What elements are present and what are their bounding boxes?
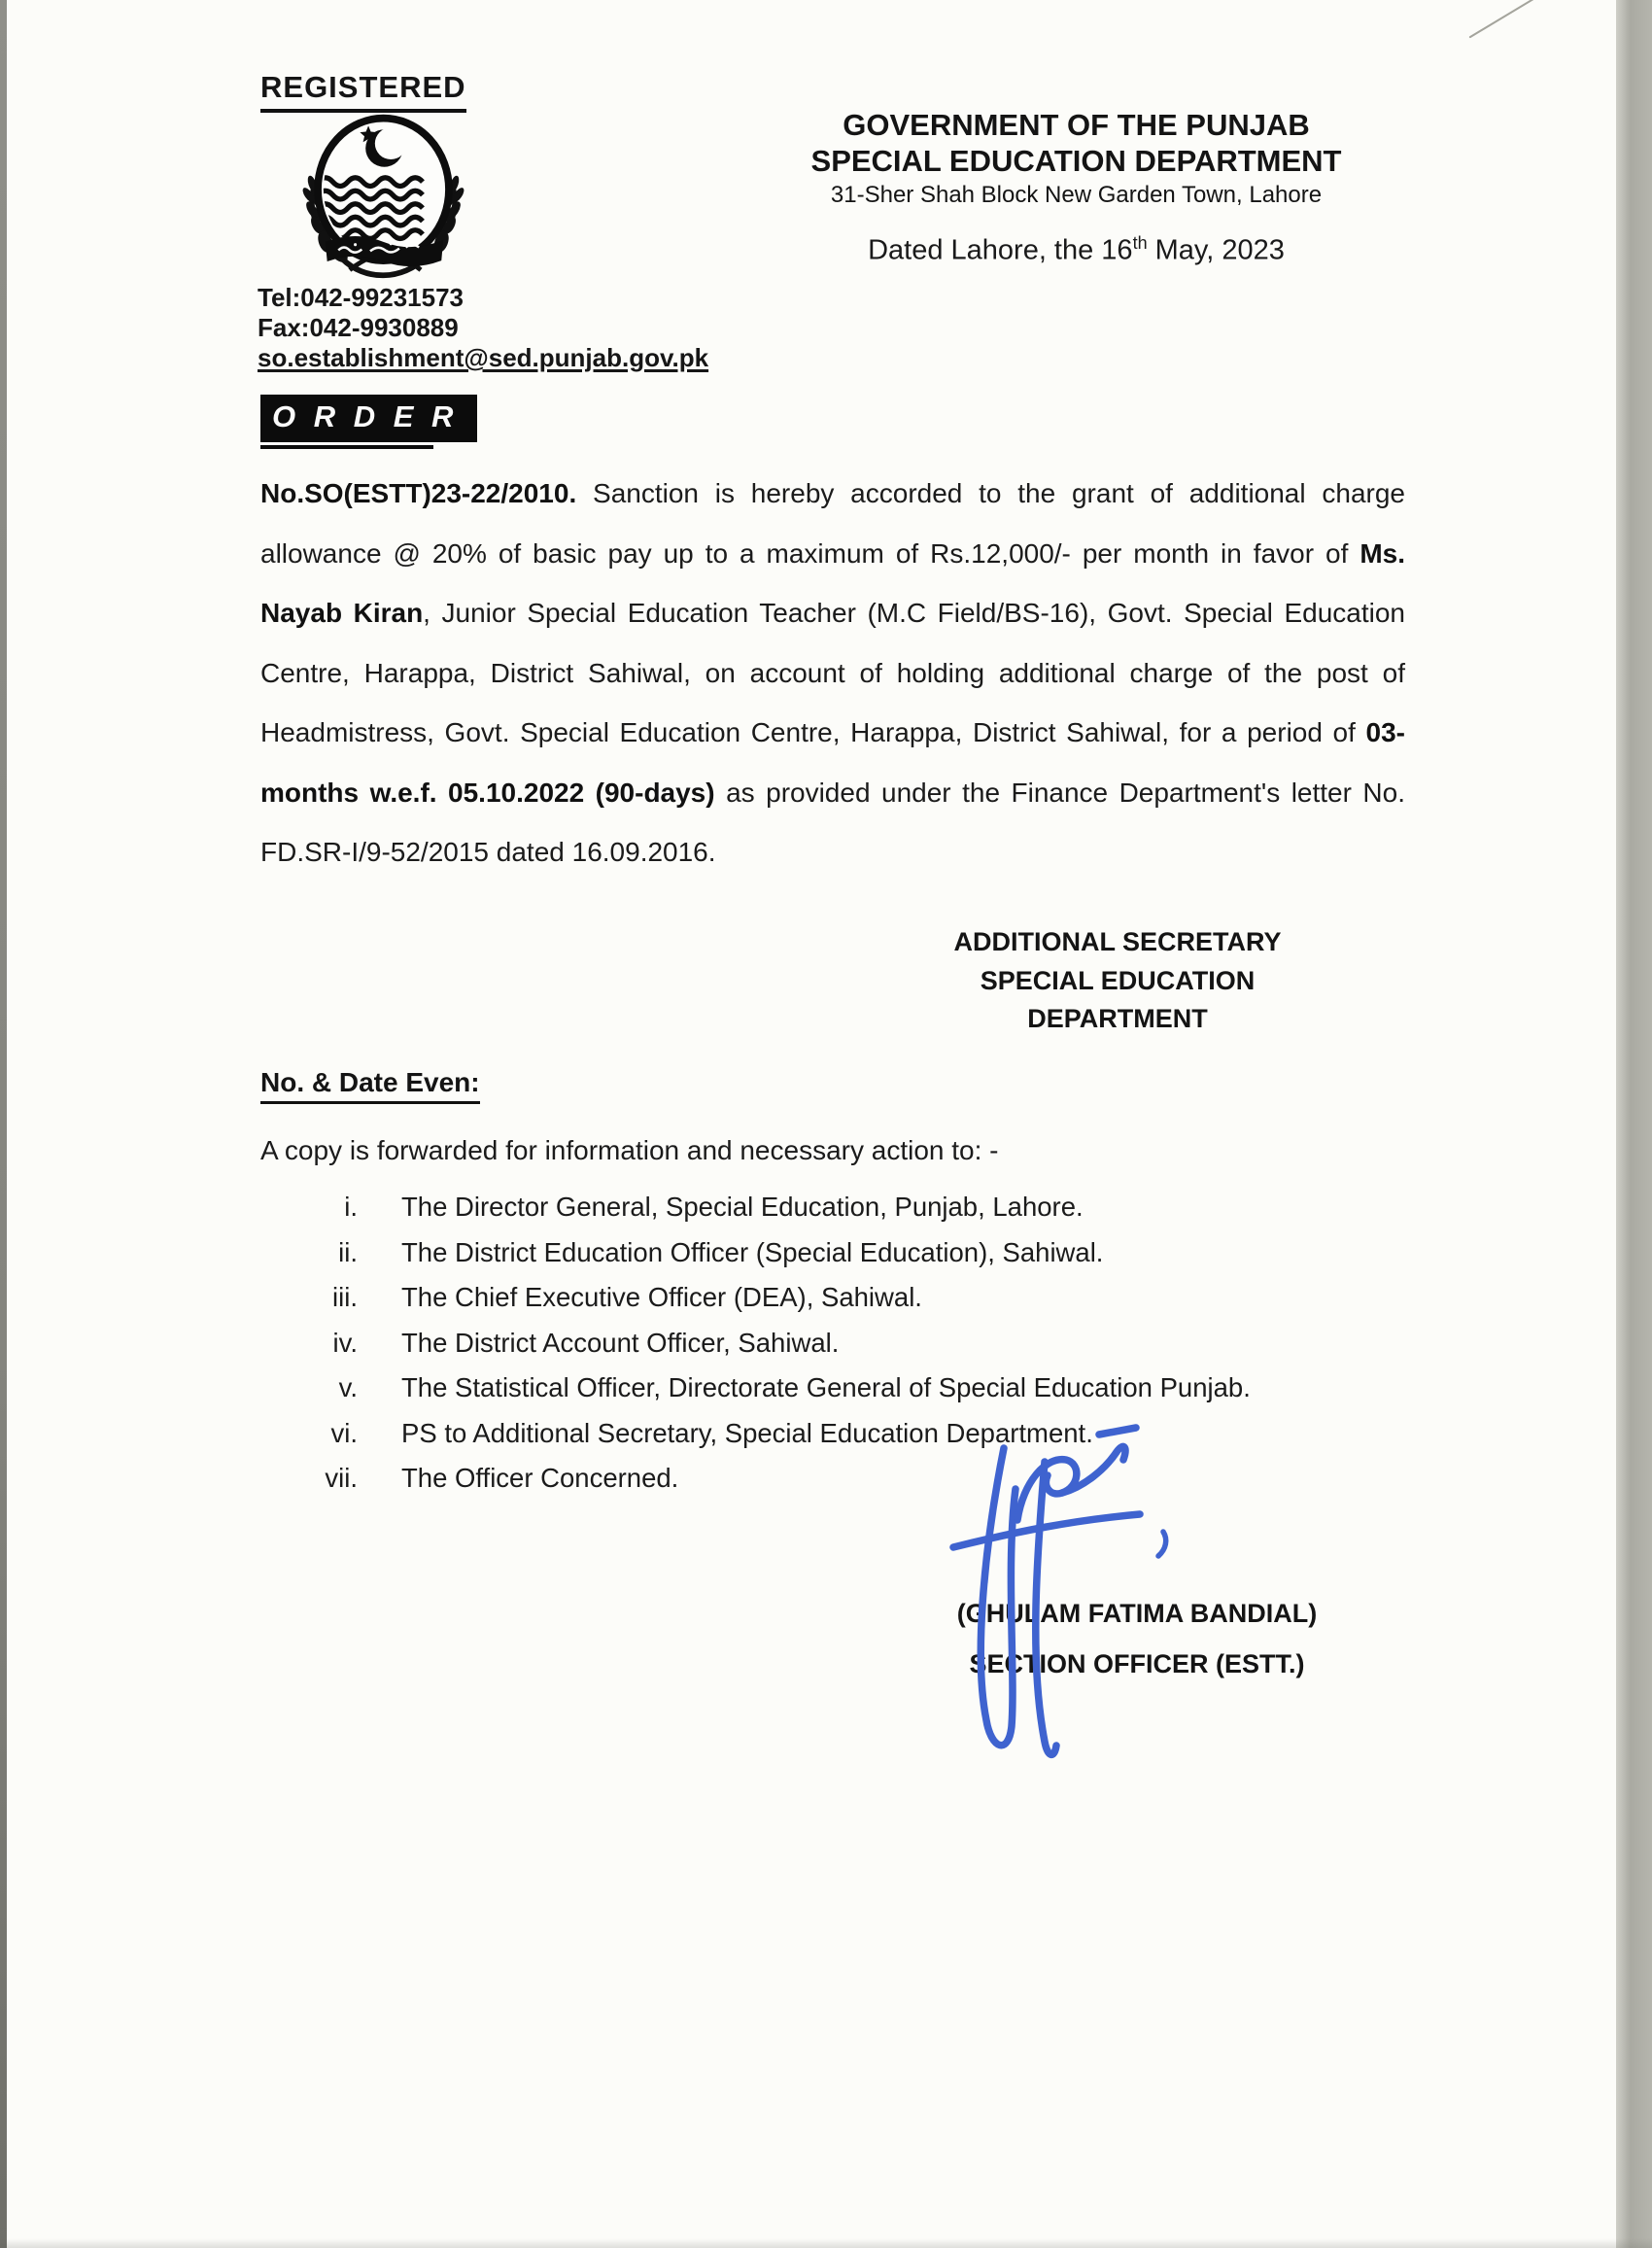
list-numeral: v. bbox=[338, 1372, 358, 1402]
list-text: The Officer Concerned. bbox=[401, 1463, 679, 1493]
issuing-authority-block bbox=[913, 923, 1322, 1039]
list-text: The Chief Executive Officer (DEA), Sahiwal. bbox=[401, 1282, 922, 1312]
fax-number: Fax:042-9930889 bbox=[258, 313, 459, 342]
list-item bbox=[260, 1192, 1251, 1237]
body-text-2: , Junior Special Education Teacher (M.C Field/BS-16), Govt. Special Education Centre, Harappa, District Sahiwal, on account of holding additional charge of the post of Headmistress, Govt. Special Education Centre, Harappa, District Sahiwal, for a period of bbox=[260, 598, 1405, 747]
list-item bbox=[260, 1282, 1251, 1328]
authority-line-3: DEPARTMENT bbox=[1027, 1004, 1208, 1033]
authority-line-1: ADDITIONAL SECRETARY bbox=[953, 927, 1282, 956]
telephone-number: Tel:042-99231573 bbox=[258, 283, 465, 312]
department-address: 31-Sher Shah Block New Garden Town, Lahore bbox=[830, 182, 1323, 208]
government-title: GOVERNMENT OF THE PUNJAB bbox=[843, 108, 1310, 142]
registered-label: REGISTERED bbox=[260, 70, 466, 113]
punjab-government-emblem-icon bbox=[284, 109, 483, 294]
email-address: so.establishment@sed.punjab.gov.pk bbox=[258, 343, 709, 372]
department-title: SPECIAL EDUCATION DEPARTMENT bbox=[810, 144, 1342, 178]
authority-line-2: SPECIAL EDUCATION bbox=[980, 965, 1256, 995]
handwritten-signature-icon bbox=[909, 1419, 1229, 1783]
list-item bbox=[260, 1237, 1251, 1283]
number-date-even-heading: No. & Date Even: bbox=[260, 1067, 480, 1104]
body-text-1: Sanction is hereby accorded to the grant of additional charge allowance @ 20% of basic pay up to a maximum of Rs.12,000/- per month in favor of bbox=[260, 478, 1405, 569]
letterhead bbox=[802, 107, 1351, 212]
scan-scratch-mark bbox=[1468, 0, 1539, 38]
list-numeral: iv. bbox=[332, 1327, 358, 1358]
date-text: Dated Lahore, the 16 bbox=[868, 234, 1133, 266]
scan-right-edge bbox=[1616, 0, 1652, 2248]
copy-forwarded-intro: A copy is forwarded for information and necessary action to: - bbox=[260, 1135, 999, 1165]
order-body-paragraph bbox=[260, 464, 1405, 882]
list-text: The District Education Officer (Special Education), Sahiwal. bbox=[401, 1236, 1104, 1267]
list-text: PS to Additional Secretary, Special Education Department. bbox=[401, 1417, 1093, 1448]
list-text: The District Account Officer, Sahiwal. bbox=[401, 1327, 840, 1358]
reference-number: No.SO(ESTT)23-22/2010. bbox=[260, 478, 577, 508]
signatory-title: SECTION OFFICER (ESTT.) bbox=[969, 1649, 1305, 1678]
list-numeral: ii. bbox=[338, 1236, 358, 1267]
list-numeral: vi. bbox=[330, 1417, 358, 1448]
date-ordinal-suffix: th bbox=[1132, 233, 1148, 253]
body-text-3: as provided under the Finance Department's letter No. FD.SR-I/9-52/2015 dated 16.09.2016. bbox=[260, 777, 1405, 867]
date-line bbox=[802, 233, 1351, 267]
signatory-name: (GHULAM FATIMA BANDIAL) bbox=[956, 1599, 1318, 1628]
officer-name: Ms. Nayab Kiran bbox=[260, 537, 1405, 628]
order-heading: O R D E R bbox=[260, 395, 477, 442]
scan-bottom-shadow bbox=[0, 2238, 1652, 2248]
order-heading-wrap bbox=[260, 395, 477, 449]
date-month-year: May, 2023 bbox=[1147, 234, 1285, 266]
list-item bbox=[260, 1372, 1251, 1418]
list-numeral: i. bbox=[344, 1192, 358, 1222]
list-item bbox=[260, 1328, 1251, 1373]
list-text: The Director General, Special Education, Punjab, Lahore. bbox=[401, 1192, 1084, 1222]
contact-block bbox=[258, 283, 708, 373]
list-numeral: iii. bbox=[332, 1282, 358, 1312]
list-text: The Statistical Officer, Directorate General of Special Education Punjab. bbox=[401, 1372, 1251, 1402]
charge-period: 03-months w.e.f. 05.10.2022 (90-days) bbox=[260, 717, 1405, 808]
order-heading-underline bbox=[260, 445, 433, 449]
list-numeral: vii. bbox=[325, 1463, 358, 1493]
scan-left-edge bbox=[0, 0, 7, 2248]
